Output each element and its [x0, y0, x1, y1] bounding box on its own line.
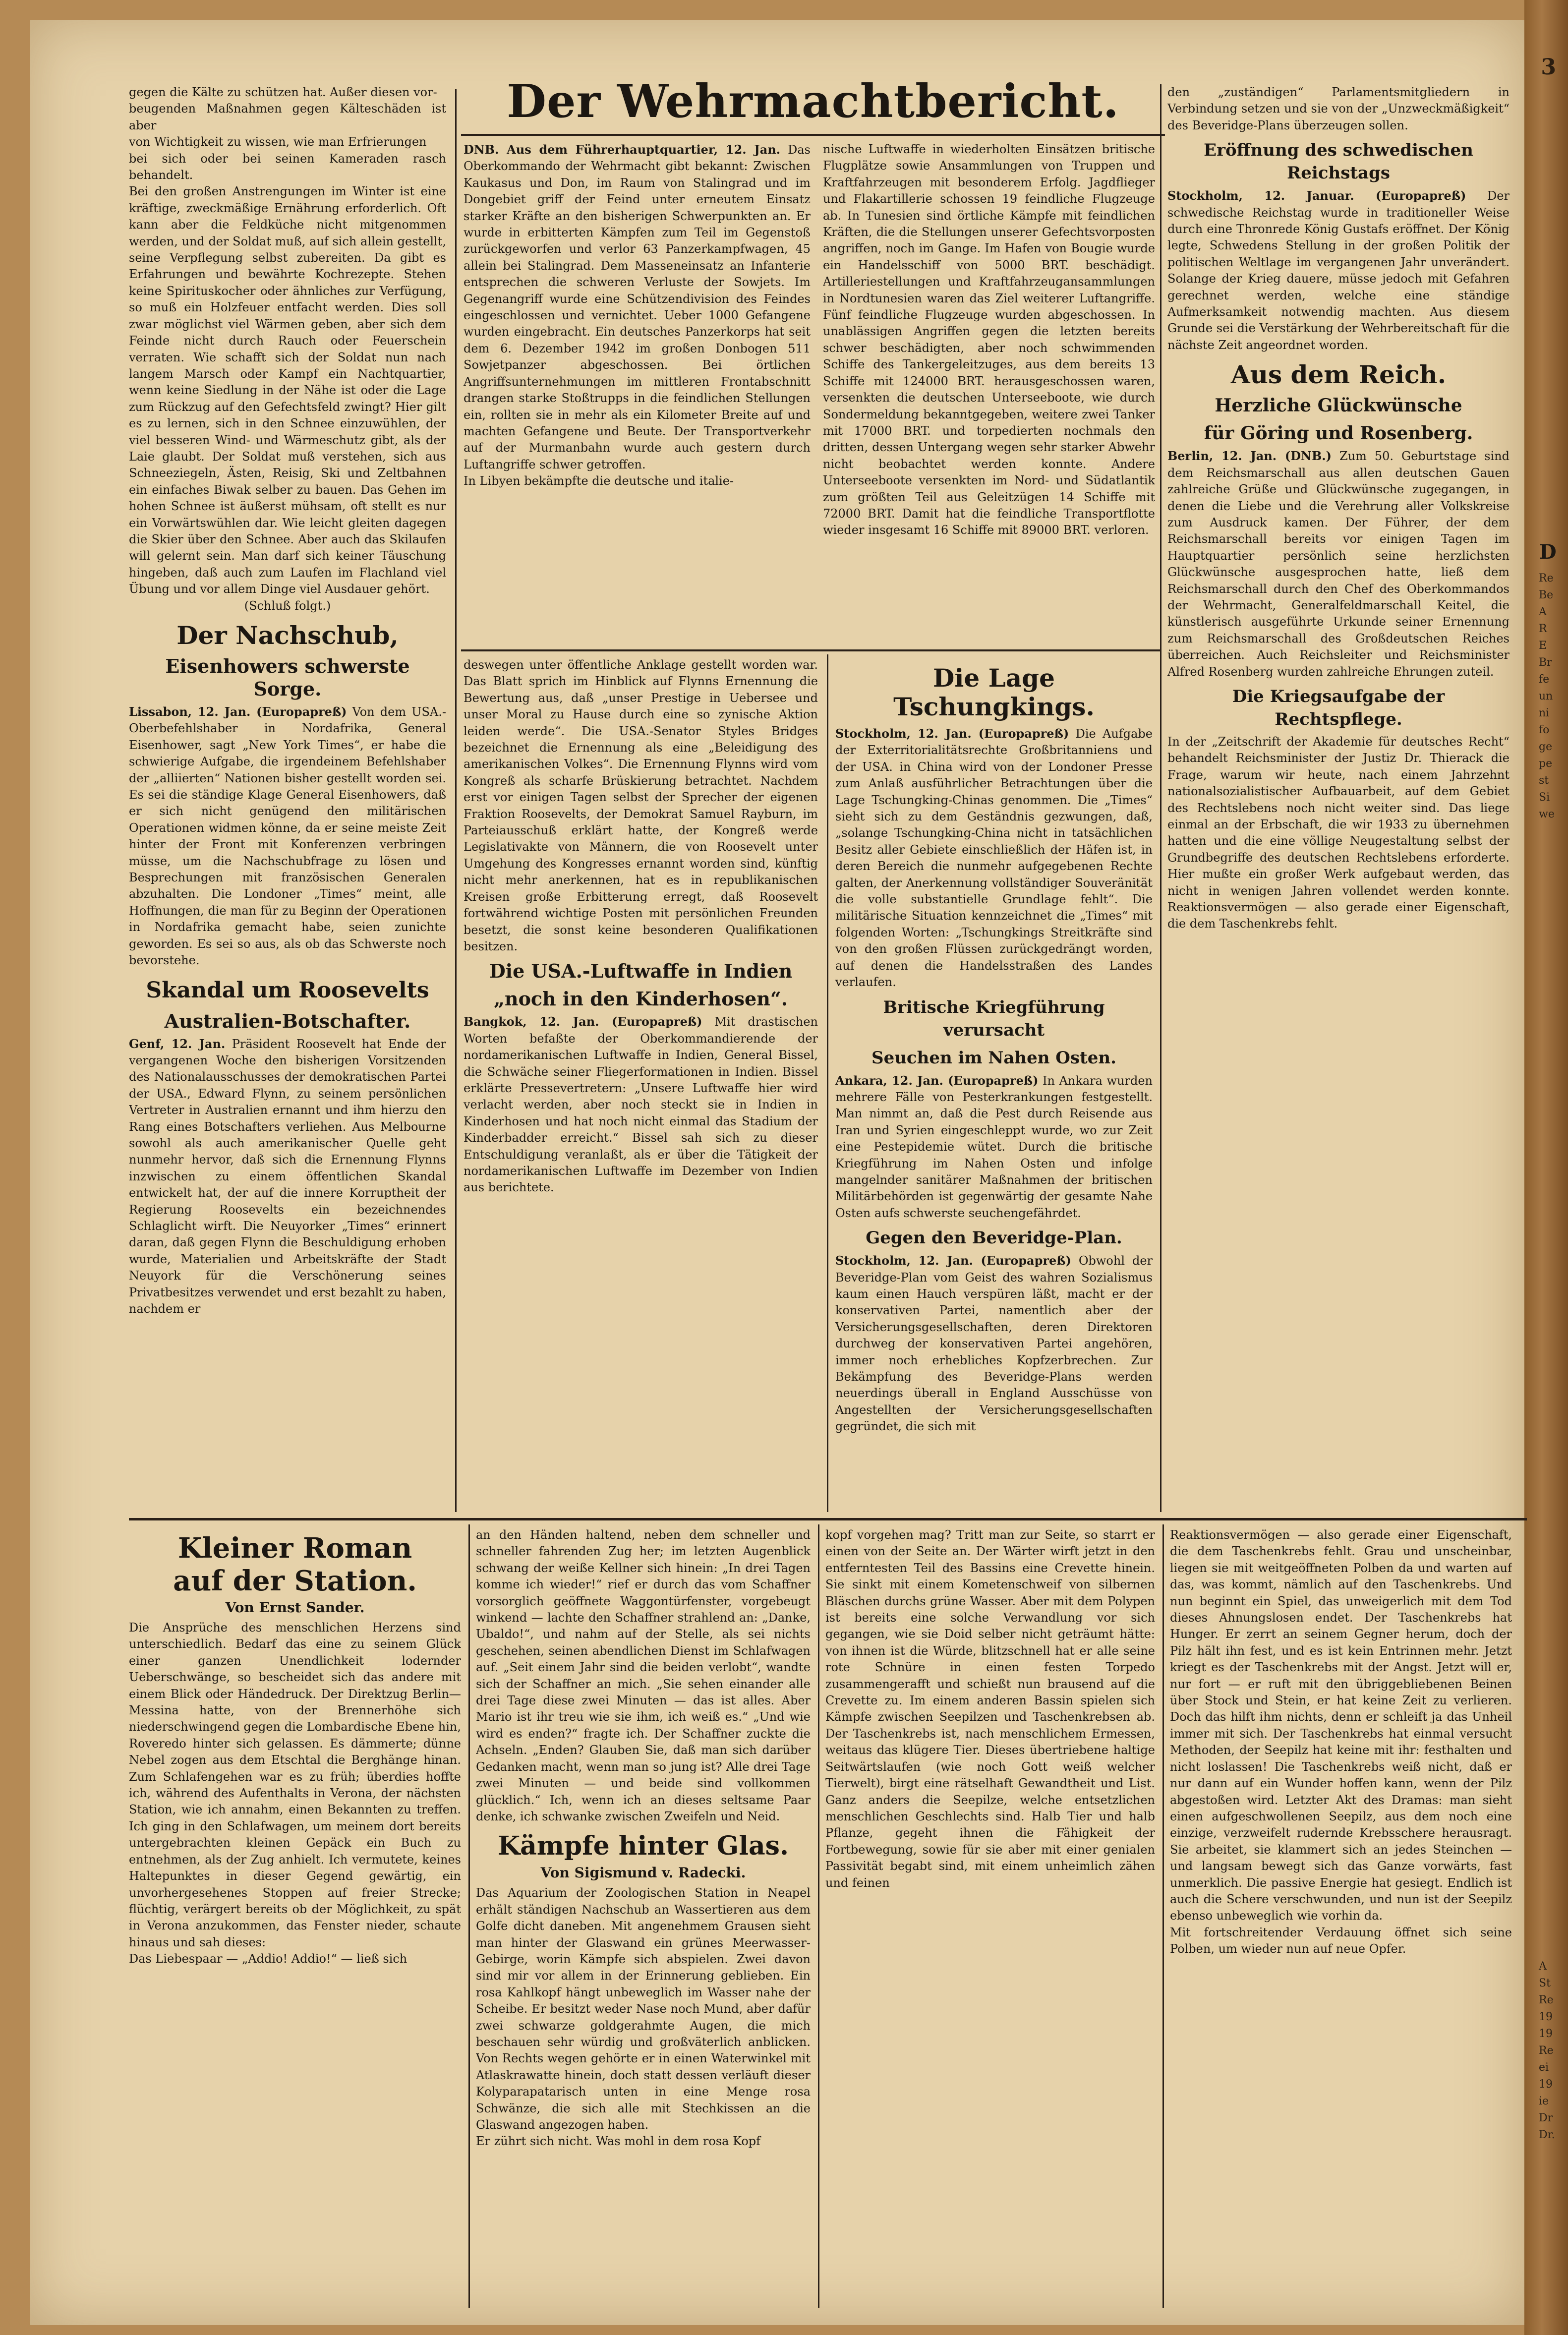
column-rule-3: [1160, 84, 1161, 1512]
adjacent-page-fragment: Be: [1539, 589, 1554, 601]
article-text: Präsident Roosevelt hat Ende der vergangenen Woche den bisherigen Vorsitzenden des Nationalausschusses der demokratischen Partei der USA., Edward Flynn, zu seinem persönlichen Vertreter in Australien ernannt und ihm hierzu den Rang eines Botschafters verliehen. Aus Melbourne sowohl als auch amerikanischer Quelle geht nunmehr hervor, daß sich die Ernennung Flynns inzwischen zu einem öffentlichen Skandal entwickelt hat, der auf die innere Korruptheit der Regierung Roosevelts ein bezeichnendes Schlaglicht wirft. Die Neuyorker „Times“ erinnert daran, daß gegen Flynn die Beschuldigung erhoben wurde, Materialien und Arbeitskräfte der Stadt Neuyork für die Verschönerung seines Privatbesitzes verwendet und erst bezahlt zu haben, nachdem er: [129, 1037, 446, 1316]
masthead-title: Der Wehrmachtbericht.: [507, 74, 1119, 128]
dateline: Berlin, 12. Jan. (DNB.): [1167, 449, 1332, 464]
story-text: Die Ansprüche des menschlichen Herzens sind unterschiedlich. Bedarf das eine zu seinem Glück einer ganzen Unendlichkeit lodernder Ueberschwänge, so bescheidet sich das andere mit einem Blick oder Händedruck. Der Direktzug Berlin—Messina hatte, von der Brennerhöhe sich niederschwingend gegen die Lombardische Ebene hin, Roveredo hinter sich gelassen. Es dämmerte; dünne Nebel zogen aus dem Etschtal die Berghänge hinan. Zum Schlafengehen war es zu früh; überdies hoffte ich, während des Aufenthalts in Verona, der nächsten Station, wie ich annahm, einen Bekannten zu treffen. Ich ging in den Schlafwagen, um meinem dort bereits untergebrachten kleinen Gepäck ein Buch zu entnehmen, als der Zug anhielt. Ich vermutete, keines Haltepunktes in dieser Gegend gewärtig, ein unvorhergesehenes Stoppen auf freier Strecke; flüchtig, verärgert bereits ob der Möglichkeit, zu spät in Verona anzukommen, das Fenster nieder, schaute hinaus und sah dieses:: [129, 1621, 461, 1949]
adjacent-page-fragment: fo: [1539, 724, 1550, 736]
dateline: DNB. Aus dem Führerhauptquartier, 12. Jan.: [464, 142, 781, 157]
subheadline-goering-rosenberg: für Göring und Rosenberg.: [1204, 423, 1473, 444]
feuilleton-column-4: [1170, 1527, 1512, 2308]
adjacent-page-fragment: we: [1539, 808, 1555, 820]
report-column-right: [823, 141, 1155, 642]
dateline: Stockholm, 12. Januar. (Europapreß): [1167, 188, 1466, 203]
intro-line: bei sich oder bei seinen Kameraden rasch behandelt.: [129, 151, 446, 182]
page-number: 3: [1541, 55, 1556, 80]
report-column-left: [464, 141, 811, 642]
story-tail: Er zührt sich nicht. Was mohl in dem rosa Kopf: [476, 2134, 761, 2149]
subheadline-seuchen: Seuchen im Nahen Osten.: [871, 1048, 1116, 1068]
adjacent-page-fragment: Dr.: [1539, 2129, 1555, 2141]
headline-usa-luftwaffe: Die USA.-Luftwaffe in Indien: [489, 960, 793, 983]
adjacent-page-fragment: 19: [1539, 2078, 1553, 2091]
report-tail: In Libyen bekämpfte die deutsche und italie-: [464, 474, 734, 488]
article-text: Zum 50. Geburtstage sind dem Reichsmarschall aus allen deutschen Gauen zahlreiche Grüße und Glückwünsche zugegangen, in denen die Liebe und die Verehrung aller Volkskreise zum Ausdruck kamen. Der Führer, der dem Reichsmarschall bereits vor einigen Tagen im Hauptquartier persönlich seine herzlichsten Glückwünsche ausgesprochen hatte, ließ dem Reichsmarschall durch den Chef des Oberkommandos der Wehrmacht, Generalfeldmarschall Keitel, die künstlerisch ausgeführte Urkunde seiner Ernennung zum Reichsmarschall des Großdeutschen Reiches überreichen. Auch Reichsleiter und Reichsminister Alfred Rosenberg wurden zahlreiche Ehrungen zuteil.: [1167, 449, 1510, 679]
adjacent-page-letter: D: [1539, 540, 1557, 564]
report-text: nische Luftwaffe in wiederholten Einsätzen britische Flugplätze sowie Ansammlungen von Truppen und Kraftfahrzeugen mit besonderem Erfolg. Jagdflieger und Flakartillerie schossen 19 feindliche Flugzeuge ab. In Tunesien sind örtliche Kämpfe mit feindlichen Kräften, die die Stellungen unserer Gefechtsvorposten angriffen, noch im Gange. Im Hafen von Bougie wurde ein Handelsschiff von 5000 BRT. beschädigt. Artilleriestellungen und Kraftfahrzeugansammlungen in Nordtunesien waren das Ziel weiterer Luftangriffe. Fünf feindliche Flugzeuge wurden abgeschossen. In unablässigen Angriffen gegen die letzten bereits schwer beschädigten, aber noch schwimmenden Schiffe des Tankergeleitzuges, aus dem bereits 13 Schiffe mit 124000 BRT. herausgeschossen waren, versenkten die deutschen Unterseeboote, wie durch Sondermeldung bekanntgegeben, weitere zwei Tanker mit 17000 BRT. und torpedierten nochmals den dritten, dessen Untergang wegen sehr starker Abwehr nicht beobachtet werden konnte. Andere Unterseeboote versenkten im Nord- und Südatlantik zum größten Teil aus Geleitzügen 14 Schiffe mit 72000 BRT. Damit hat die feindliche Transportflotte wieder insgesamt 16 Schiffe mit 89000 BRT. verloren.: [823, 142, 1155, 537]
article-text: Der schwedische Reichstag wurde in traditioneller Weise durch eine Thronrede König Gustafs eröffnet. Der König legte, Schwedens Stellung in der großen Politik der politischen Weltlage im vergangenen Jahr unverändert. Solange der Krieg dauere, müsse jedoch mit Gefahren gerechnet werden, welche eine ständige Aufmerksamkeit notwendig machten. Aus diesem Grunde sei die Verstärkung der Wehrbereitschaft für die nächste Zeit angeordnet worden.: [1167, 189, 1510, 352]
adjacent-page-fragment: Re: [1539, 1994, 1554, 2006]
article-text: Obwohl der Beveridge-Plan vom Geist des wahren Sozialismus kaum einen Hauch verspüren läßt, macht er der konservativen Partei, namentlich aber der Versicherungsgesellschaften, deren Direktoren durchweg der konservativen Partei angehören, immer noch erhebliches Kopfzerbrechen. Zur Bekämpfung des Beveridge-Plans werden neuerdings überall in England Ausschüsse von Angestellten der Versicherungsgesellschaften gegründet, die sich mit: [835, 1254, 1153, 1434]
dateline: Stockholm, 12. Jan. (Europapreß): [835, 726, 1069, 741]
subheadline-station: auf der Station.: [173, 1565, 417, 1597]
feuilleton-column-1: [129, 1527, 461, 2308]
story-continuation: Reaktionsvermögen — also gerade einer Eigenschaft, die dem Taschenkrebs fehlt. Grau und unscheinbar, liegen sie mit weitgeöffneten Polben da und warten auf das, was kommt, nämlich auf den Taschenkrebs. Und nun beginnt ein Spiel, das unweigerlich mit dem Tod dieses Ahnungslosen endet. Der Taschenkrebs hat Hunger. Er zerrt an seinem Gegner herum, doch der Pilz hält ihn fest, und es ist kein Entrinnen mehr. Jetzt kriegt es der Taschenkrebs mit der Angst. Jetzt will er, nur fort — er ruft mit den übriggebliebenen Beinen über Stock und Stein, er hat keine Zeit zu verlieren. Doch das hilft ihm nichts, denn er schleift ja das Unheil immer mit sich. Der Taschenkrebs hat einmal versucht Methoden, der Seepilz hat keine mit ihr: festhalten und nicht loslassen! Die Taschenkrebs weiß nicht, daß er nur dann auf ein Wunder hoffen kann, wenn der Pilz abgestoßen wird. Letzter Akt des Dramas: man sieht einen aufgeschwollenen Seepilz, aus dem noch eine einzige, verzweifelt rudernde Krebsschere herausragt. Sie arbeitet, sie klammert sich an jedes Steinchen — und langsam bewegt sich das Ganze vorwärts, fast unmerklich. Die passive Energie hat gesiegt. Endlich ist auch die Schere verschwunden, und nun ist der Seepilz ebenso unbeweglich wie vorhin da.: [1170, 1528, 1512, 1923]
report-bottom-rule: [461, 649, 1160, 651]
feuilleton-rule-2: [818, 1524, 819, 2308]
story-continuation: an den Händen haltend, neben dem schneller und schneller fahrenden Zug her; im letzten Augenblick schwang der weiße Kellner sich hinein: „In drei Tagen komme ich wieder!“ rief er durch das vom Schaffner vorsorglich geöffnete Waggontürfenster, vorgebeugt winkend — lachte den Schaffner strahlend an: „Danke, Ubaldo!“, und nahm auf der Stelle, als sei nichts geschehen, seinen abendlichen Dienst im Schlafwagen auf. „Seit einem Jahr sind die beiden verlobt“, wandte sich der Schaffner an mich. „Sie sehen einander alle drei Tage diese zwei Minuten — das ist alles. Aber Mario ist ihr treu wie sie ihm, ich weiß es.“ „Und wie wird es enden?“ fragte ich. Der Schaffner zuckte die Achseln. „Enden? Glauben Sie, daß man sich darüber Gedanken macht, wenn man so jung ist? Alle drei Tage zwei Minuten — und beide sind vollkommen glücklich.“ Ich, wenn ich an dieses seltsame Paar denke, ich schwanke zwischen Zweifeln und Neid.: [476, 1528, 811, 1823]
masthead-rule: [461, 134, 1165, 136]
feuilleton-rule-1: [468, 1524, 470, 2308]
headline-aus-dem-reich: Aus dem Reich.: [1230, 360, 1447, 390]
intro-line: von Wichtigkeit zu wissen, wie man Erfrierungen: [129, 135, 427, 149]
article-text: Mit drastischen Worten befaßte der Oberkommandierende der nordamerikanischen Luftwaffe in Indien, General Bissel, die Schwäche seiner Fliegerformationen in Indien. Bissel erklärte Pressevertretern: „Unsere Luftwaffe hier wird verlacht werden, aber noch steckt sie in Indien in Kinderhosen und hat noch nicht einmal das Stadium der Kinderbadder erreicht.“ Bissel sah sich zu dieser Entschuldigung veranlaßt, als er über die Tätigkeit der nordamerikanischen Luftwaffe im Dezember von Indien aus berichtete.: [464, 1015, 818, 1195]
article-continuation: den „zuständigen“ Parlamentsmitgliedern in Verbindung setzen und sie von der „Unzweckmäßigkeit“ des Beveridge-Plans überzeugen sollen.: [1167, 85, 1510, 132]
adjacent-page-fragment: A: [1539, 1960, 1547, 1973]
article-text: Die Aufgabe der Exterritorialitätsrechte Großbritanniens und der USA. in China wird von der Londoner Presse zum Anlaß ausführlicher Betrachtungen über die Lage Tschungking-Chinas genommen. Die „Times“ sieht sich zu dem Geständnis gezwungen, daß, „solange Tschungking-China nicht in tatsächlichen Besitz aller Gebiete einschließlich der Häfen ist, in deren Bereich die nunmehr aufgegebenen Rechte galten, der Anerkennung vollständiger Souveränität die volle substantielle Grundlage fehlt“. Die militärische Situation kennzeichnet die „Times“ mit folgenden Worten: „Tschungkings Streitkräfte sind von den großen Flüssen zurückgedrängt worden, auf denen die Handelsstraßen des Landes verlaufen.: [835, 727, 1153, 990]
intro-line: gegen die Kälte zu schützen hat. Außer diesen vor-: [129, 85, 437, 99]
dateline: Genf, 12. Jan.: [129, 1036, 226, 1051]
adjacent-page-fragment: fe: [1539, 673, 1550, 686]
dateline: Bangkok, 12. Jan. (Europapreß): [464, 1014, 702, 1029]
column-rule-1: [455, 89, 457, 1512]
adjacent-page-fragment: Si: [1539, 791, 1550, 804]
adjacent-page-fragment: st: [1539, 774, 1549, 787]
headline-rechtspflege: Die Kriegsaufgabe der Rechtspflege.: [1232, 686, 1445, 729]
intro-lines: [129, 84, 446, 183]
continuation-note: (Schluß folgt.): [244, 598, 331, 613]
adjacent-page-fragment: E: [1539, 640, 1547, 652]
headline-reichstag: Eröffnung des schwedischen Reichstags: [1204, 140, 1473, 183]
headline-nachschub: Der Nachschub,: [176, 621, 399, 650]
adjacent-page-fragment: Br: [1539, 656, 1552, 669]
byline: Von Sigismund v. Radecki.: [540, 1865, 746, 1881]
column-4: [1167, 84, 1510, 1512]
adjacent-page-fragment: Re: [1539, 572, 1554, 584]
adjacent-page-fragment: ie: [1539, 2095, 1549, 2107]
adjacent-page-fragments-bottom: [1539, 1958, 1564, 2144]
feuilleton-rule-3: [1162, 1524, 1164, 2308]
column-rule-2: [827, 654, 828, 1512]
adjacent-page-fragment: 19: [1539, 2028, 1553, 2040]
adjacent-page-fragment: un: [1539, 690, 1553, 702]
headline-tschungking: Die Lage Tschungkings.: [893, 663, 1095, 721]
story-tail: Das Liebespaar — „Addio! Addio!“ — ließ sich: [129, 1952, 407, 1966]
dateline: Stockholm, 12. Jan. (Europapreß): [835, 1253, 1071, 1268]
headline-kleiner-roman: Kleiner Roman: [177, 1532, 412, 1565]
column-1: [129, 84, 446, 1512]
subheadline-kinderhosen: „noch in den Kinderhosen“.: [494, 988, 788, 1010]
article-text: Bei den großen Anstrengungen im Winter ist eine kräftige, zweckmäßige Ernährung erforderlich. Oft kann aber die Feldküche nicht mitgenommen werden, und der Soldat muß, auf sich allein gestellt, seine Verpflegung selbst zubereiten. Da gibt es Erfahrungen und bewährte Kochrezepte. Stehen keine Spirituskocher oder ähnliches zur Verfügung, so muß ein Holzfeuer entfacht werden. Dies soll zwar möglichst viel Wärmen geben, aber sich dem Feinde nicht durch Rauch oder Feuerschein verraten. Wie schafft sich der Soldat nun nach langem Marsch oder Kampf ein Nachtquartier, wenn keine Siedlung in der Nähe ist oder die Lage zum Rückzug auf den Gefechtsfeld zwingt? Hier gilt es zu lernen, sich in den Schnee einzuwühlen, der viel besseren Wind- und Wärmeschutz gibt, als der Laie glaubt. Der Soldat muß verstehen, sich aus Schneeziegeln, Ästen, Reisig, Ski und Zeltbahnen ein einfaches Biwak selber zu bauen. Das Gehen im hohen Schnee ist äußerst mühsam, oft stellt es nur ein Vorwärtswühlen dar. Wie leicht gleiten dagegen die Skier über den Schnee. Aber auch das Skilaufen will gelernt sein. Man darf sich keiner Täuschung hingeben, daß auch zum Laufen im Flachland viel Übung und vor allem Dinge viel Ausdauer gehört.: [129, 184, 446, 596]
adjacent-page-fragment: A: [1539, 606, 1547, 618]
feuilleton-column-3: [825, 1527, 1155, 2308]
subheadline-eisenhower: Eisenhowers schwerste Sorge.: [165, 655, 410, 700]
report-text: Das Oberkommando der Wehrmacht gibt bekannt: Zwischen Kaukasus und Don, im Raum von Stalingrad und im Dongebiet griff der Feind unter erneutem Einsatz starker Kräfte an den bisherigen Schwerpunkten an. Er wurde in erbitterten Kämpfen zum Teil im Gegenstoß zurückgeworfen und verlor 63 Panzerkampfwagen, 45 allein bei Stalingrad. Dem Masseneinsatz an Infanterie entsprechen die schweren Verluste der Sowjets. Im Gegenangriff wurde eine Schützendivision des Feindes eingeschlossen und vernichtet. Ueber 1000 Gefangene wurden eingebracht. Ein deutsches Panzerkorps hat seit dem 6. Dezember 1942 im großen Donbogen 511 Sowjetpanzer abgeschossen. Bei örtlichen Angriffsunternehmungen im mittleren Frontabschnitt drangen starke Stoßtrupps in die feindlichen Stellungen ein, rollten sie in mehr als ein Kilometer Breite auf und machten Gefangene und Beute. Der Transportverkehr auf der Murmanbahn wurde auch gestern durch Luftangriffe schwer getroffen.: [464, 143, 811, 471]
column-3-lower: [835, 657, 1153, 1515]
headline-seuchen: Britische Kriegführung verursacht: [883, 997, 1105, 1040]
adjacent-page-fragment: ge: [1539, 741, 1553, 753]
feuilleton-column-2: [476, 1527, 811, 2308]
headline-kaempfe-hinter-glas: Kämpfe hinter Glas.: [497, 1831, 789, 1862]
article-continuation: deswegen unter öffentliche Anklage gestellt worden war. Das Blatt sprich im Hinblick auf Flynns Ernennung die Bewertung aus, daß „unser Prestige in Uebersee und unser Moral zu Hause durch eine so zynische Aktion leiden werde“. Die USA.-Senator Styles Bridges bezeichnet die Ernennung als eine „Beleidigung des amerikanischen Volkes“. Die Ernennung Flynns wird vom Kongreß als scharfe Brüskierung betrachtet. Nachdem erst vor einigen Tagen selbst der Sprecher der eigenen Fraktion Roosevelts, der Demokrat Samuel Rayburn, im Parteiausschuß erklärt hatte, der Kongreß werde Legislativakte von Männern, die von Roosevelt unter Umgehung des Kongresses ernannt worden sind, künftig nicht mehr anerkennen, hat es in republikanischen Kreisen große Erbitterung erregt, daß Roosevelt fortwährend wichtige Posten mit persönlichen Freunden besetzt, die sonst keine besonderen Qualifikationen besitzen.: [464, 658, 818, 953]
byline: Von Ernst Sander.: [225, 1599, 365, 1616]
adjacent-page-fragment: Re: [1539, 2044, 1554, 2057]
adjacent-page-fragment: 19: [1539, 2011, 1553, 2023]
adjacent-page-fragment: pe: [1539, 758, 1553, 770]
dateline: Ankara, 12. Jan. (Europapreß): [835, 1073, 1039, 1088]
adjacent-page-fragment: R: [1539, 623, 1547, 635]
article-text: Von dem USA.-Oberbefehlshaber in Nordafrika, General Eisenhower, sagt „New York Times“, er habe die schwierige Aufgabe, die irgendeinem Befehlshaber der „alliierten“ Nationen bisher gestellt worden sei. Es sei die ständige Klage General Eisenhowers, daß er sich nicht genügend den militärischen Operationen widmen könne, da er seine meiste Zeit hinter der Front mit Konferenzen verbringen müsse, um die Nachschubfrage zu lösen und Besprechungen mit französischen Generalen abzuhalten. Die Londoner „Times“ meint, alle Hoffnungen, die man für zu Beginn der Operationen in Nordafrika gemacht habe, seien zunichte geworden. Es sei so aus, als ob das Schwerste noch bevorstehe.: [129, 705, 446, 968]
story-continuation: kopf vorgehen mag? Tritt man zur Seite, so starrt er einen von der Seite an. Der Wärter wirft jetzt in den entferntesten Teil des Bassins eine Crevette hinein. Sie sinkt mit einem Kometenschweif von silbernen Bläschen durchs grüne Wasser. Aber mit dem Polypen ist bereits eine solche Verwandlung vor sich gegangen, wie sie Doid selber nicht geträumt hätte: von ihnen ist die Würde, blitzschnell hat er alle seine rote Schnüre in einen festen Torpedo zusammengerafft und schießt nun brausend auf die Crevette zu. Im einem anderen Bassin spielen sich Kämpfe zwischen Seepilzen und Taschenkrebsen ab. Der Taschenkrebs ist, nach menschlichem Ermessen, weitaus das klügere Tier. Dieses übertriebene haltige Seitwärtslaufen (wie noch Gott weiß welcher Tierwelt), birgt eine rätselhaft Gewandtheit und List. Ganz anders die Seepilze, welche entsetzlichen menschlichen Geschlechts sind. Halb Tier und halb Pflanze, gegeht ihnen die Fähigkeit der Fortbewegung, sowie für sie aber mit einer genialen Passivität begabt sind, mit einem unheimlich zähen und feinen: [825, 1528, 1155, 1890]
story-tail: Mit fortschreitender Verdauung öffnet sich seine Polben, um wieder nun auf neue Opfer.: [1170, 1925, 1512, 1956]
column-2-lower: [464, 657, 818, 1515]
adjacent-page-fragment: ni: [1539, 707, 1550, 719]
feuilleton-rule: [129, 1518, 1527, 1520]
headline-beveridge: Gegen den Beveridge-Plan.: [866, 1228, 1122, 1248]
adjacent-page-fragment: ei: [1539, 2061, 1549, 2074]
adjacent-page-fragment: Dr: [1539, 2112, 1553, 2124]
subheadline-glueckwuensche: Herzliche Glückwünsche: [1215, 395, 1462, 416]
subheadline-australien: Australien-Botschafter.: [164, 1009, 411, 1032]
adjacent-page-fragment: St: [1539, 1977, 1551, 1989]
intro-line: beugenden Maßnahmen gegen Kälteschäden ist aber: [129, 102, 446, 132]
article-text: In Ankara wurden mehrere Fälle von Pesterkrankungen festgestellt. Man nimmt an, daß die Pest durch Reisende aus Iran und Syrien eingeschleppt wurde, wo zur Zeit eine Pestepidemie wütet. Durch die britische Kriegführung im Nahen Osten und infolge mangelnder sanitärer Maßnahmen der britischen Militärbehörden ist gegenwärtig der gesamte Nahe Osten aufs schwerste seuchengefährdet.: [835, 1073, 1153, 1220]
article-text: In der „Zeitschrift der Akademie für deutsches Recht“ behandelt Reichsminister der Justiz Dr. Thierack die Frage, warum wir heute, nach einem Jahrzehnt nationalsozialistischer Aufbauarbeit, auf dem Gebiet des Rechtslebens noch nicht weiter sind. Das liege einmal an der Erbschaft, die wir 1933 zu übernehmen hatten und die eine völlige Neugestaltung selbst der Grundbegriffe des deutschen Rechtslebens erforderte. Hier mußte ein großer Werk aufgebaut werden, das nicht in wenigen Jahren vollendet werden konnte. Reaktionsvermögen — also gerade einer Eigenschaft, die dem Taschenkrebs fehlt.: [1167, 734, 1510, 931]
headline-skandal: Skandal um Roosevelts: [146, 977, 429, 1003]
story-text: Das Aquarium der Zoologischen Station in Neapel erhält ständigen Nachschub an Wassertieren aus dem Golfe dicht daneben. Mit angenehmem Grausen sieht man hinter der Glaswand ein grünes Meerwasser-Gebirge, worin Kämpfe sich abspielen. Zwei davon sind mir vor allem in der Erinnerung geblieben. Ein rosa Kahlkopf hängt unbeweglich im Wasser nahe der Scheibe. Er besitzt weder Nase noch Mund, aber dafür zwei schwarze goldgerahmte Augen, die mich beschauen sehr würdig und großväterlich anblicken. Von Rechts wegen gehörte er in einen Waterwinkel mit Atlaskrawatte hinein, doch statt dessen verläuft dieser Kolyparapatarisch unten in eine Menge rosa Schwänze, die sich alle mit Stechkissen an die Glaswand angezogen haben.: [476, 1886, 811, 2132]
dateline: Lissabon, 12. Jan. (Europapreß): [129, 704, 347, 719]
adjacent-page-fragments-top: [1539, 570, 1564, 823]
